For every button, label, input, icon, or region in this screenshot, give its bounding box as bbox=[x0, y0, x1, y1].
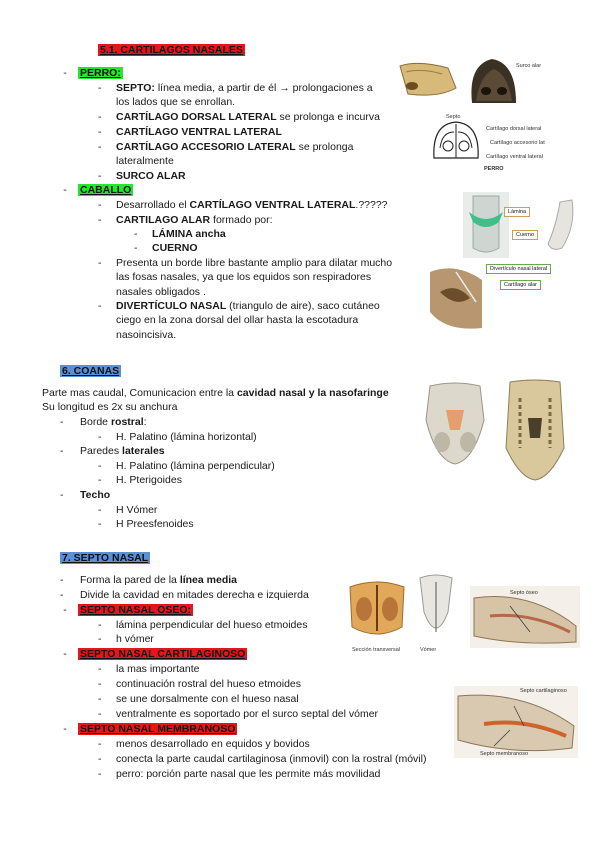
caballo-l3: Presenta un borde libre bastante amplio para dilatar mucho bbox=[116, 257, 393, 269]
coanas-paredes: Paredes laterales bbox=[80, 445, 165, 457]
coanas-techo: Techo bbox=[80, 489, 111, 501]
perro-ventral: CARTÍLAGO VENTRAL LATERAL bbox=[116, 126, 282, 138]
label-cuerno: Cuerno bbox=[512, 230, 538, 240]
caballo-l2: CARTILAGO ALAR formado por: bbox=[116, 214, 273, 226]
perro-dorsal: CARTÍLAGO DORSAL LATERAL se prolonga e incurva bbox=[116, 111, 380, 123]
heading-oseo: - SEPTO NASAL OSEO: bbox=[63, 604, 192, 616]
septo-l1: Forma la pared de la línea media bbox=[80, 574, 238, 586]
horse-skull-figure bbox=[542, 196, 578, 254]
dog-nose-profile-figure bbox=[398, 58, 458, 100]
coanas-longitud: Su longitud es 2x su anchura bbox=[42, 401, 178, 413]
section-title-coanas: 6. COANAS bbox=[62, 365, 120, 377]
skull-cross-section-figure bbox=[346, 577, 408, 643]
label-surco-alar: Surco alar bbox=[516, 63, 542, 69]
coanas-desc: Parte mas caudal, Comunicacion entre la cavidad nasal y la nasofaringe bbox=[42, 387, 389, 399]
caballo-cuerno: CUERNO bbox=[152, 242, 198, 254]
section-title-septo: 7. SEPTO NASAL bbox=[62, 552, 149, 564]
caballo-diverticulo: DIVERTÍCULO NASAL (triangulo de aire), saco cutáneo bbox=[116, 300, 380, 312]
section-title-cartilagos: 5.1. CARTILAGOS NASALES bbox=[100, 44, 243, 56]
perro-accesorio: CARTÍLAGO ACCESORIO LATERAL se prolonga bbox=[116, 141, 354, 153]
horse-alar-cartilage-figure bbox=[463, 192, 509, 258]
heading-perro: - PERRO: bbox=[63, 67, 121, 79]
perro-surco: SURCO ALAR bbox=[116, 170, 186, 182]
label-lamina: Lámina bbox=[504, 207, 530, 217]
horse-nostril-figure bbox=[426, 262, 486, 332]
septum-sagittal-figure-2 bbox=[454, 686, 578, 758]
heading-membranoso: - SEPTO NASAL MEMBRANOSO bbox=[63, 723, 236, 735]
horse-palate-figure bbox=[500, 378, 570, 482]
dog-cartilage-diagram bbox=[430, 118, 482, 164]
label-diverticulo: Divertículo nasal lateral bbox=[486, 264, 551, 274]
caballo-lamina: LÁMINA ancha bbox=[152, 228, 226, 240]
label-perro: PERRO bbox=[484, 166, 504, 172]
perro-septo-cont: los lados que se enrollan. bbox=[116, 96, 236, 108]
caballo-l1: Desarrollado el CARTÍLAGO VENTRAL LATERAL.????? bbox=[116, 199, 388, 211]
label-cartilago-alar: Cartílago alar bbox=[500, 280, 541, 290]
skull-ventral-figure bbox=[420, 380, 490, 466]
heading-caballo: - CABALLO bbox=[63, 184, 132, 196]
perro-septo: - bbox=[98, 82, 102, 94]
heading-cartilaginoso: - SEPTO NASAL CARTILAGINOSO bbox=[63, 648, 246, 660]
septo-l2: Divide la cavidad en mitades derecha e izquierda bbox=[80, 589, 309, 601]
coanas-borde: Borde rostral: bbox=[80, 416, 147, 428]
skull-vomer-figure bbox=[414, 572, 458, 646]
dog-nose-front-figure bbox=[466, 55, 522, 105]
